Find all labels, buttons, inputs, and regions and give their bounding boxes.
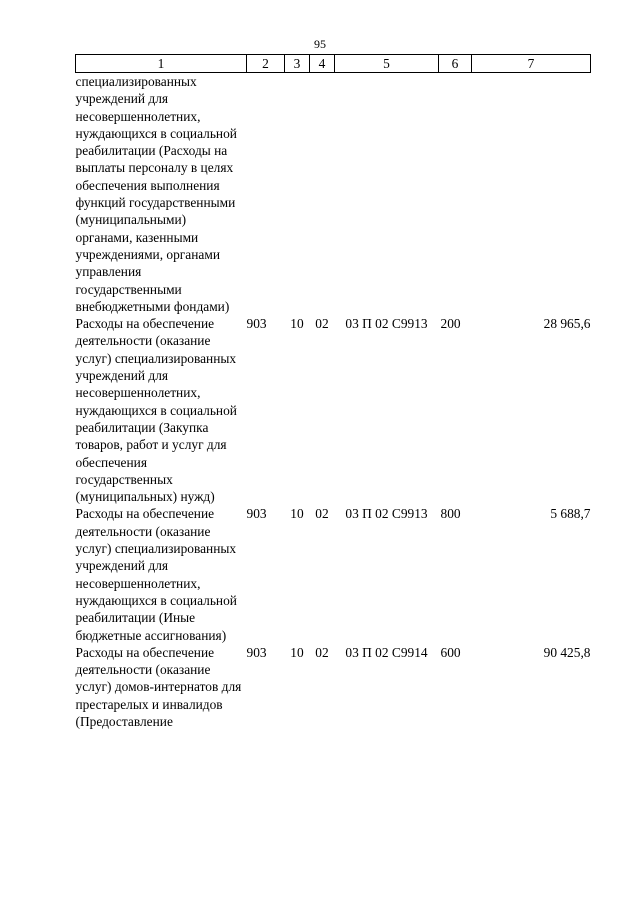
table-row xyxy=(76,644,591,730)
row-amount xyxy=(472,73,591,316)
table-body xyxy=(76,73,591,731)
column-header-7: 7 xyxy=(472,55,591,73)
row-section: 10 xyxy=(290,506,304,522)
column-header-5: 5 xyxy=(335,55,439,73)
row-subsection: 02 xyxy=(315,316,329,332)
row-admin-code xyxy=(247,73,285,316)
row-target-article xyxy=(335,73,439,316)
column-header-3: 3 xyxy=(285,55,310,73)
column-header-2: 2 xyxy=(247,55,285,73)
row-admin-code: 903 xyxy=(246,316,267,332)
table-row xyxy=(76,505,591,643)
row-amount: 5 688,7 xyxy=(550,506,591,522)
row-subsection: 02 xyxy=(315,506,329,522)
table-row xyxy=(76,73,591,316)
row-admin-code: 903 xyxy=(246,506,267,522)
row-amount: 28 965,6 xyxy=(543,316,591,332)
row-target-article: 03 П 02 С9913 xyxy=(345,506,428,522)
row-section xyxy=(285,73,310,316)
row-target-article: 03 П 02 С9914 xyxy=(345,644,428,660)
row-name: специализированных учреждений для несовершеннолетних, нуждающихся в социальной реабилитации (Расходы на выплаты персоналу в целях обеспечения выполнения функций государственными (муниципальными) органами, казенными учреждениями, органами управления государственными внебюджетными фондами) xyxy=(75,74,237,314)
column-header-6: 6 xyxy=(439,55,472,73)
row-section: 10 xyxy=(290,644,304,660)
column-header-1: 1 xyxy=(76,55,247,73)
row-expense-type: 200 xyxy=(440,316,461,332)
page-number: 95 xyxy=(314,37,326,51)
row-expense-type: 600 xyxy=(440,644,461,660)
table-row xyxy=(76,315,591,505)
table-header xyxy=(76,55,591,73)
column-header-4: 4 xyxy=(310,55,335,73)
row-section: 10 xyxy=(290,316,304,332)
row-subsection xyxy=(310,73,335,316)
row-name: Расходы на обеспечение деятельности (оказание услуг) домов-интернатов для престарелых и инвалидов (Предоставление xyxy=(75,644,242,729)
row-subsection: 02 xyxy=(315,644,329,660)
row-name: Расходы на обеспечение деятельности (оказание услуг) специализированных учреждений для несовершеннолетних, нуждающихся в социальной реабилитации (Иные бюджетные ассигнования) xyxy=(75,506,237,643)
budget-table xyxy=(75,54,591,730)
row-admin-code: 903 xyxy=(246,644,267,660)
table-header-row xyxy=(76,55,591,73)
row-amount: 90 425,8 xyxy=(543,644,591,660)
row-target-article: 03 П 02 С9913 xyxy=(345,316,428,332)
row-expense-type xyxy=(439,73,472,316)
row-name: Расходы на обеспечение деятельности (оказание услуг) специализированных учреждений для несовершеннолетних, нуждающихся в социальной реабилитации (Закупка товаров, работ и услуг для обеспечения государственных (муниципальных) нужд) xyxy=(75,316,237,505)
row-expense-type: 800 xyxy=(440,506,461,522)
